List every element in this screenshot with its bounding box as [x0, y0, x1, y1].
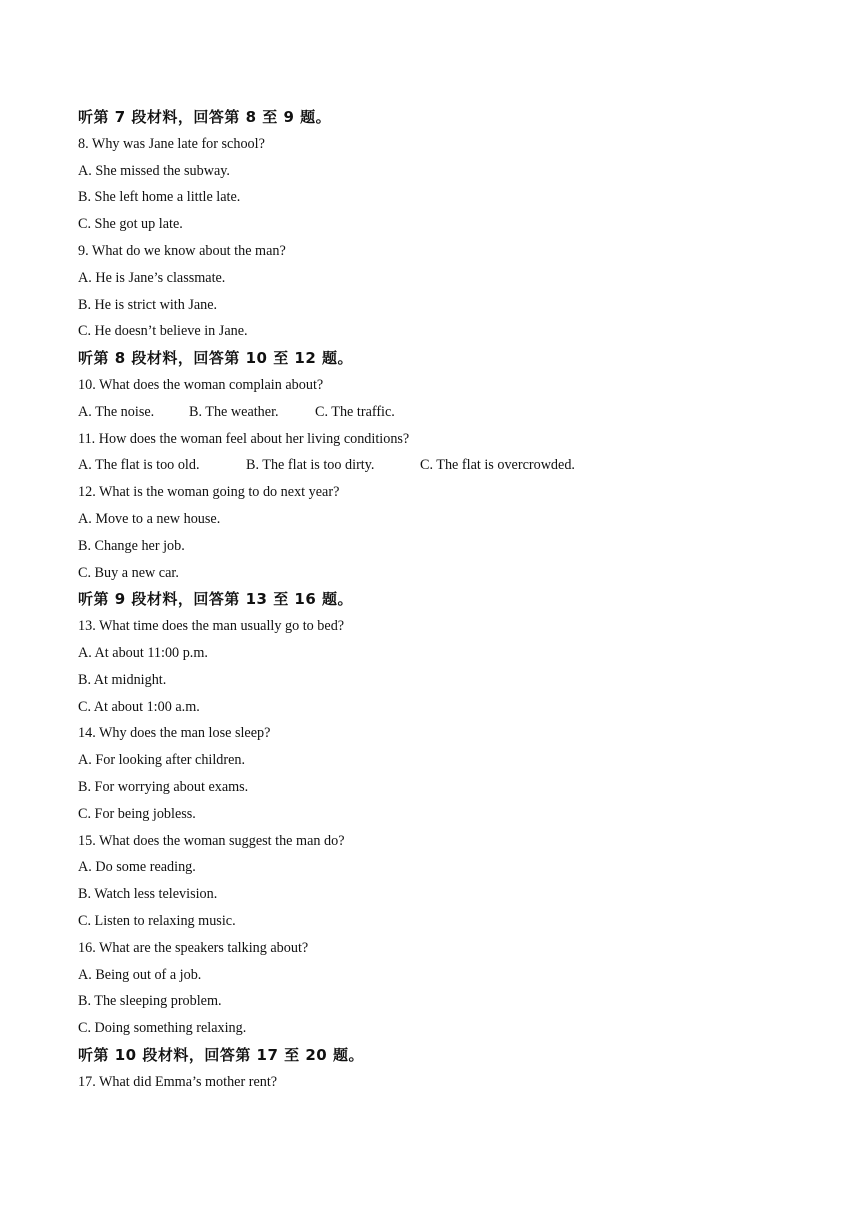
exam-page — [78, 104, 798, 1095]
answer-option: B. At midnight. — [78, 671, 167, 688]
question-stem: 11. How does the woman feel about her living conditions? — [78, 430, 410, 447]
answer-option: A. For looking after children. — [78, 752, 246, 769]
answer-option: B. Watch less television. — [78, 886, 218, 903]
answer-option: A. Do some reading. — [78, 859, 196, 876]
question-stem: 12. What is the woman going to do next year? — [78, 484, 340, 501]
answer-option: C. Doing something relaxing. — [78, 1020, 247, 1037]
answer-option: C. For being jobless. — [78, 805, 196, 822]
section-heading: 听第 9 段材料，回答第 13 至 16 题。 — [78, 590, 354, 609]
answer-option: C. Buy a new car. — [78, 564, 179, 581]
answer-option: C. The traffic. — [315, 403, 395, 420]
question-stem: 14. Why does the man lose sleep? — [78, 725, 271, 742]
answer-option: A. Move to a new house. — [78, 510, 221, 527]
question-stem: 15. What does the woman suggest the man do? — [78, 832, 345, 849]
answer-option: A. The noise. — [78, 403, 155, 420]
answer-option: C. She got up late. — [78, 216, 183, 233]
answer-option: A. Being out of a job. — [78, 966, 202, 983]
answer-option: C. Listen to relaxing music. — [78, 912, 236, 929]
section-heading: 听第 7 段材料，回答第 8 至 9 题。 — [78, 108, 332, 126]
answer-options-row — [78, 452, 798, 479]
question-stem: 13. What time does the man usually go to bed? — [78, 618, 345, 635]
answer-option: B. The flat is too dirty. — [246, 457, 375, 474]
section-heading: 听第 8 段材料，回答第 10 至 12 题。 — [78, 349, 354, 368]
section-heading: 听第 10 段材料，回答第 17 至 20 题。 — [78, 1045, 364, 1064]
answer-option: A. She missed the subway. — [78, 162, 230, 179]
answer-option: C. The flat is overcrowded. — [420, 457, 575, 474]
answer-options-row — [78, 399, 798, 426]
question-stem: 9. What do we know about the man? — [78, 242, 286, 259]
question-stem: 16. What are the speakers talking about? — [78, 939, 309, 956]
answer-option: A. He is Jane’s classmate. — [78, 269, 226, 286]
answer-option: B. Change her job. — [78, 537, 185, 554]
answer-option: B. She left home a little late. — [78, 189, 241, 206]
answer-option: C. At about 1:00 a.m. — [78, 698, 200, 715]
question-stem: 10. What does the woman complain about? — [78, 376, 324, 393]
answer-option: B. The weather. — [189, 403, 279, 420]
answer-option: B. For worrying about exams. — [78, 778, 249, 795]
answer-option: B. He is strict with Jane. — [78, 296, 218, 313]
answer-option: A. At about 11:00 p.m. — [78, 644, 208, 661]
answer-option: C. He doesn’t believe in Jane. — [78, 323, 248, 340]
question-stem: 8. Why was Jane late for school? — [78, 135, 265, 152]
question-stem: 17. What did Emma’s mother rent? — [78, 1073, 278, 1090]
answer-option: A. The flat is too old. — [78, 457, 200, 474]
answer-option: B. The sleeping problem. — [78, 993, 222, 1010]
